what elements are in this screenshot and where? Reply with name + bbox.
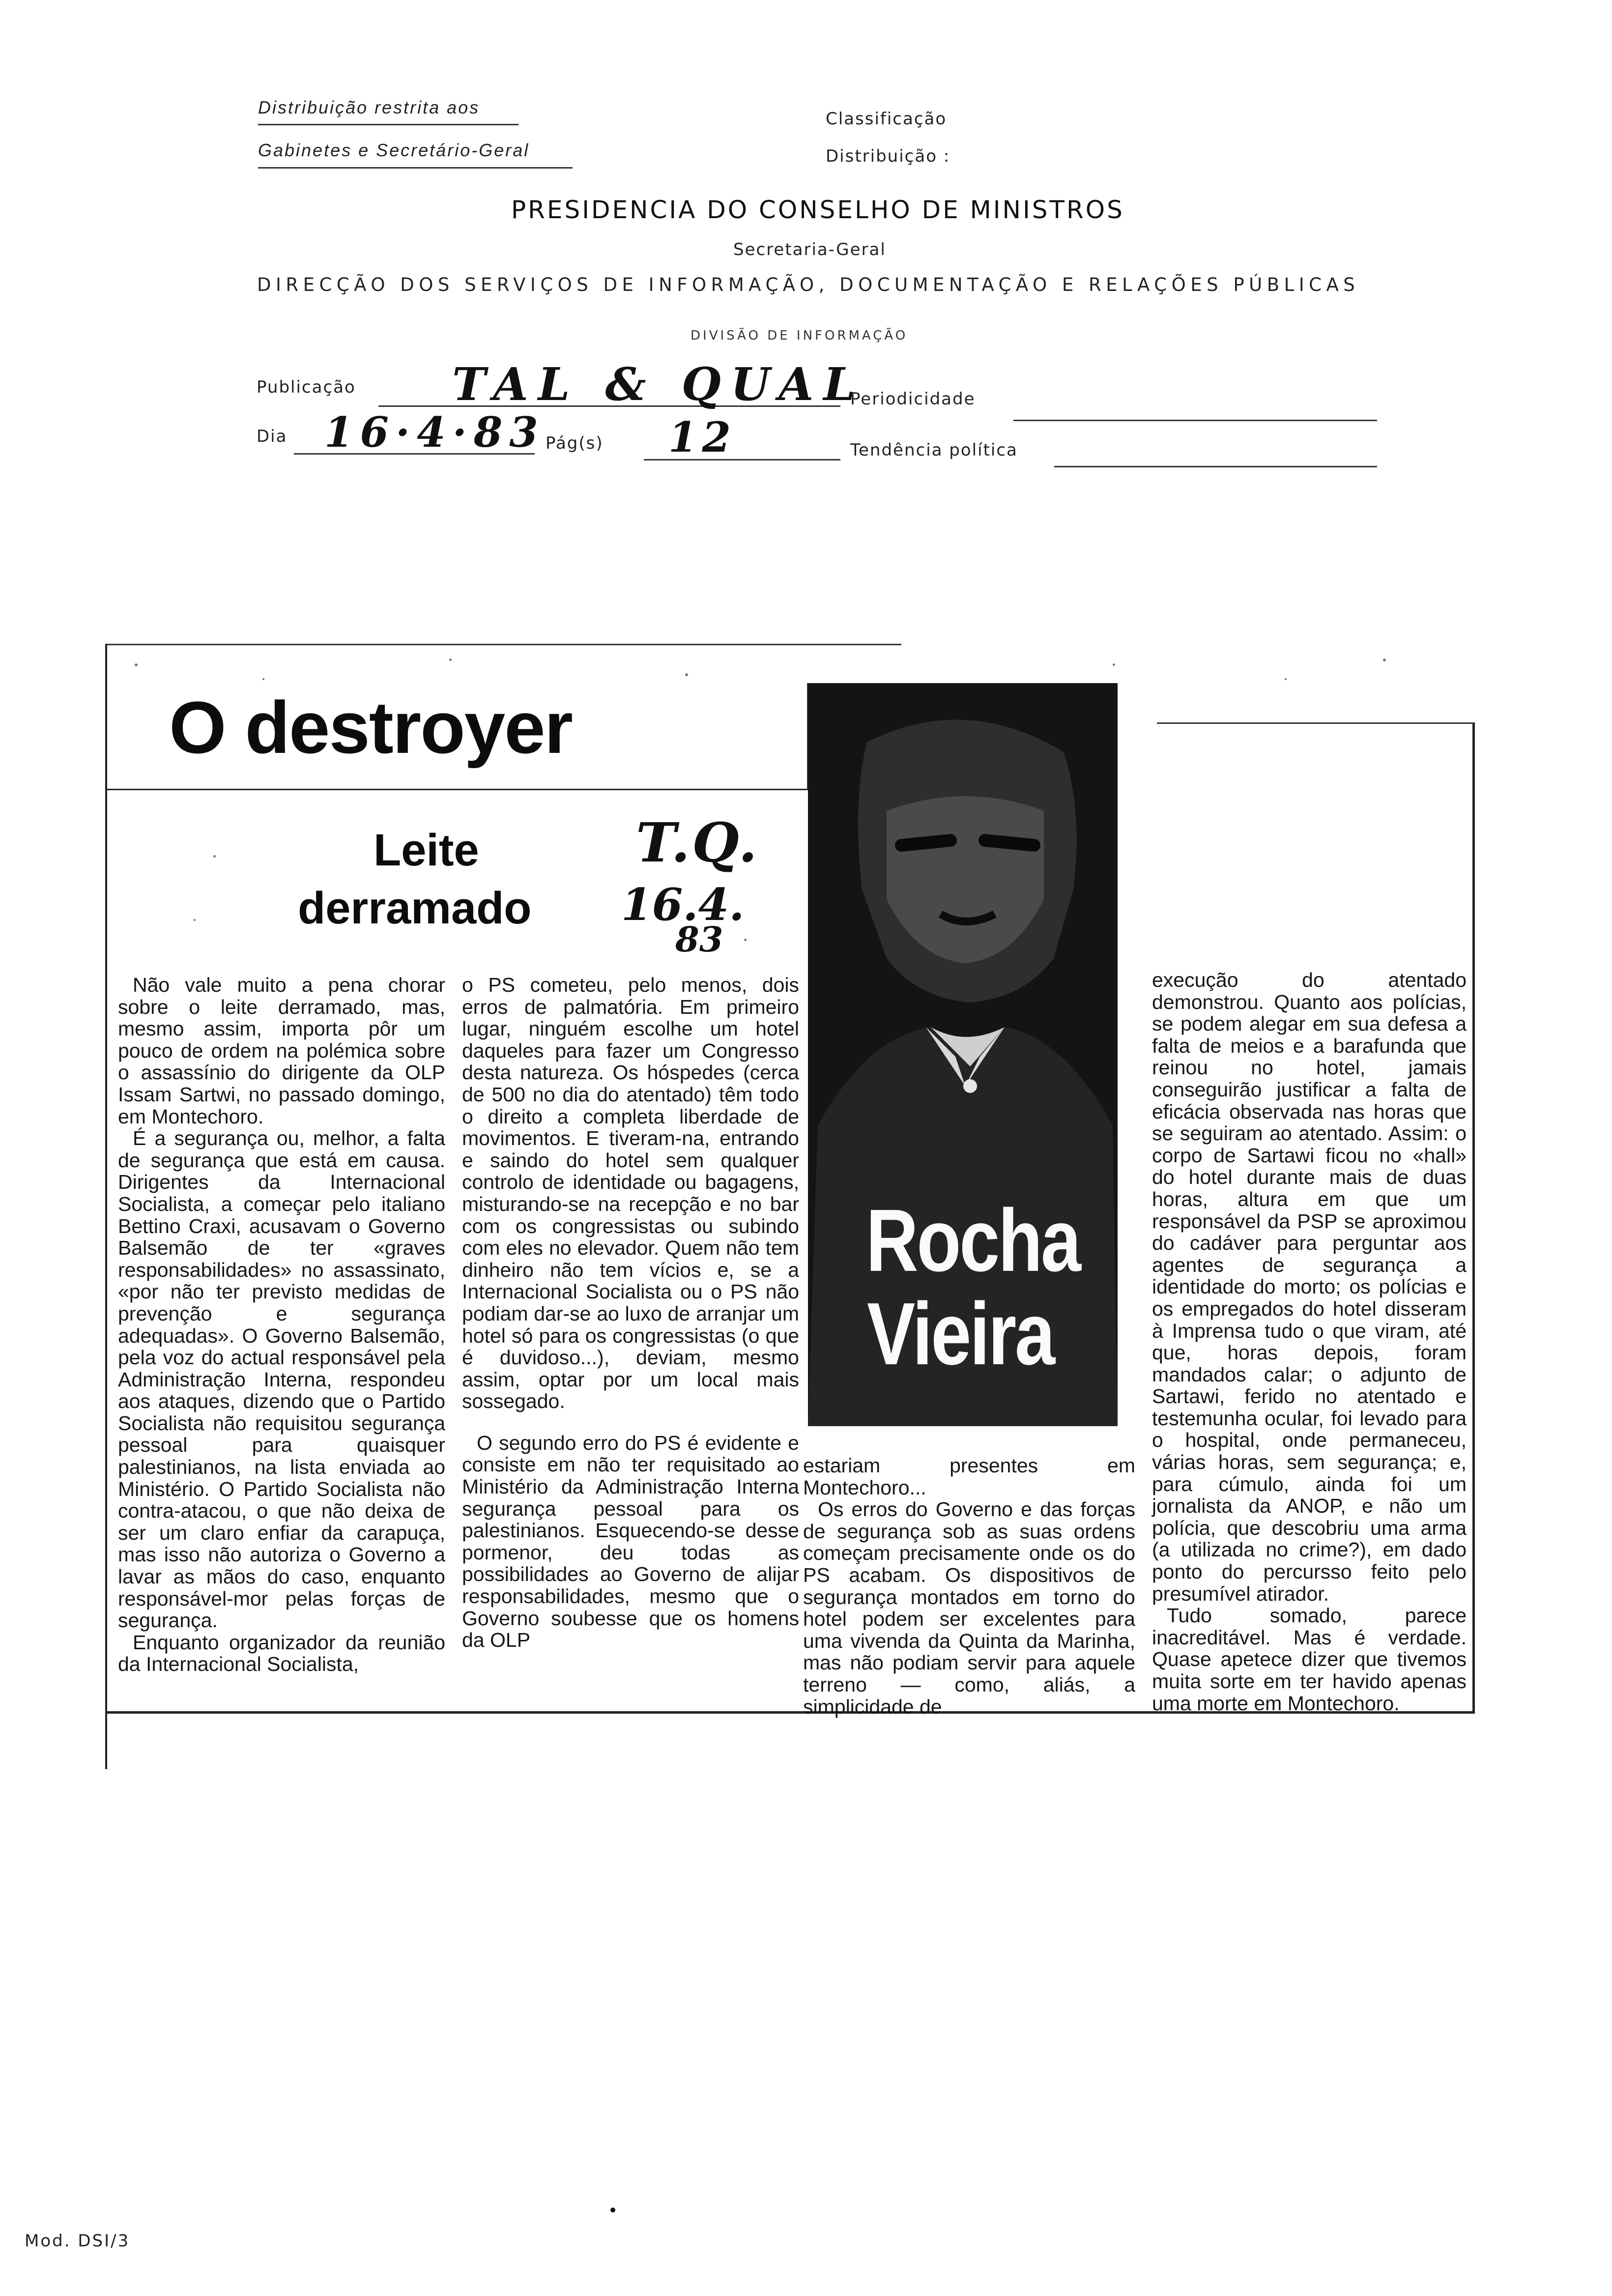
distribution-underline-2 xyxy=(258,167,573,169)
distribution-note-line1: Distribuição restrita aos xyxy=(258,97,480,117)
copy-speck xyxy=(449,659,452,661)
handwritten-year-annotation: 83 xyxy=(675,919,723,960)
secretaria-geral: Secretaria-Geral xyxy=(733,240,886,259)
portrait-photo xyxy=(808,683,1118,1426)
col1-paragraph-2: É a segurança ou, melhor, a falta de segurança que está em causa. Dirigentes da Internacional Socialista, a começar pelo italiano Bettino Craxi, acusavam o Governo Balsemão de ter «graves responsabilidades» no assassinato, «por não ter previsto medidas de prevenção e segurança adequadas». O Governo Balsemão, pela voz do actual responsável pela Administração Interna, respondeu aos ataques, dizendo que o Partido Socialista não requisitou segurança pessoal para quaisquer palestinianos, na lista enviada ao Ministério. O Partido Socialista não contra-atacou, o que não deixa de ser um claro enfiar da carapuça, mas isso não autoriza o Governo a lavar as mãos do caso, enquanto responsável-mor pelas forças de segurança. xyxy=(118,1127,445,1632)
handwritten-date-annotation: 16.4. xyxy=(621,879,745,931)
dia-value: 16·4·83 xyxy=(324,408,545,457)
pags-value: 12 xyxy=(668,413,736,461)
col1-paragraph-3: Enquanto organizador da reunião da Internacional Socialista, xyxy=(118,1631,445,1676)
newspaper-clipping xyxy=(105,644,1481,1769)
distribution-underline-1 xyxy=(258,124,518,125)
tendencia-label: Tendência política xyxy=(850,440,1018,460)
clipping-left-edge xyxy=(105,644,107,1769)
col2-paragraph-2: O segundo erro do PS é evidente e consiste em não ter requisitado ao Ministério da Administração Interna segurança pessoal para os palestinianos. Esquecendo-se desse pormenor, deu todas as possibilidades ao Governo de alijar responsabilidades, mesmo que o Governo soubesse que os homens da OLP xyxy=(462,1431,799,1652)
copy-speck xyxy=(194,919,196,921)
photo-caption-line1: Rocha xyxy=(866,1191,1080,1290)
periodicidade-label: Periodicidade xyxy=(850,389,976,409)
article-column-2 xyxy=(462,974,799,1651)
periodicidade-field-line xyxy=(1013,420,1377,421)
divisao-title: DIVISÃO DE INFORMAÇÃO xyxy=(691,328,908,343)
distribution-note-line2: Gabinetes e Secretário-Geral xyxy=(258,140,530,160)
article-column-1 xyxy=(118,974,445,1675)
publicacao-value: TAL & QUAL xyxy=(452,358,865,411)
distribuicao-label: Distribuição : xyxy=(826,146,950,166)
article-column-4 xyxy=(1152,969,1467,1714)
copy-speck xyxy=(1383,659,1386,661)
col2-paragraph-1: o PS cometeu, pelo menos, dois erros de palmatória. Em primeiro lugar, ninguém escolhe um hotel daqueles para fazer um Congresso desta natureza. Os hóspedes (cerca de 500 no dia do atentado) têm todo o direito a completa liberdade de movimentos. E tiveram-na, entrando e saindo do hotel sem qualquer controlo de identidade ou bagagens, misturando-se na recepção e no bar com os congressistas ou subindo com eles no elevador. Quem não tem dinheiro não tem vícios e, se a Internacional Socialista ou o PS não podiam dar-se ao luxo de arranjar um hotel só para os congressistas (o que é duvidoso...), deviam, mesmo assim, optar por um local mais sossegado. xyxy=(462,974,799,1413)
clipping-right-edge xyxy=(1472,722,1475,1714)
clipping-top-edge xyxy=(105,644,901,645)
direccao-title: DIRECÇÃO DOS SERVIÇOS DE INFORMAÇÃO, DOCUMENTAÇÃO E RELAÇÕES PÚBLICAS xyxy=(257,274,1360,295)
presidency-title: PRESIDENCIA DO CONSELHO DE MINISTROS xyxy=(511,196,1124,224)
copy-speck xyxy=(744,939,747,941)
copy-speck xyxy=(135,663,138,666)
headline-bottom-rule xyxy=(105,789,808,790)
stray-dot xyxy=(610,2208,615,2212)
publicacao-label: Publicação xyxy=(257,377,356,397)
copy-speck xyxy=(1285,678,1287,680)
copy-speck xyxy=(213,855,216,858)
copy-speck xyxy=(262,678,264,680)
copy-speck xyxy=(685,673,688,676)
subhead-line2: derramado xyxy=(298,883,532,933)
headline: O destroyer xyxy=(169,686,572,769)
col4-paragraph-2: Tudo somado, parece inacreditável. Mas é verdade. Quase apetece dizer que tivemos muita sorte em ter havido apenas uma morte em Montechoro. xyxy=(1152,1604,1467,1715)
col1-paragraph-1: Não vale muito a pena chorar sobre o leite derramado, mas, mesmo assim, importa pôr um pouco de ordem na polémica sobre o assassínio do dirigente da OLP Issam Sartwi, no passado domingo, em Montechoro. xyxy=(118,974,445,1128)
classificacao-label: Classificação xyxy=(826,109,947,129)
photo-caption-line2: Vieira xyxy=(867,1285,1054,1383)
subhead-line1: Leite xyxy=(374,825,479,875)
article-column-3 xyxy=(803,1455,1135,1718)
tendencia-field-line xyxy=(1054,466,1377,467)
pags-label: Pág(s) xyxy=(546,433,604,453)
col3-paragraph-1: estariam presentes em Montechoro... xyxy=(803,1454,1135,1499)
copy-speck xyxy=(1113,663,1115,666)
handwritten-source-annotation: T.Q. xyxy=(636,811,759,874)
dia-label: Dia xyxy=(257,427,288,446)
col4-paragraph-1: execução do atentado demonstrou. Quanto aos polícias, se podem alegar em sua defesa a falta de meios e a barafunda que reinou no hotel, jamais conseguirão justificar a falta de eficácia observada nas horas que se seguiram ao atentado. Assim: o corpo de Sartawi ficou no «hall» do hotel durante mais de duas horas, altura em que um responsável da PSP se aproximou do cadáver para perguntar aos agentes de segurança a identidade do morto; os polícias e os empregados do hotel disseram à Imprensa tudo o que viram, até que, horas depois, foram mandados calar; o adjunto de Sartawi, ferido no atentado e testemunha ocular, foi levado para o hospital, onde permaneceu, várias horas, sem segurança; e, para cúmulo, ainda foi um jornalista da ANOP, e não um polícia, que descobriu uma arma (a utilizada no crime?), em dado ponto do percursso feito pelo presumível atirador. xyxy=(1152,969,1467,1605)
form-code: Mod. DSI/3 xyxy=(25,2231,130,2251)
col3-paragraph-2: Os erros do Governo e das forças de segurança sob as suas ordens começam precisamente onde os do PS acabam. Os dispositivos de segurança montados em torno do hotel podem ser excelentes para uma vivenda da Quinta da Marinha, mas não podiam servir para aquele terreno — como, aliás, a simplicidade de xyxy=(803,1498,1135,1718)
column4-top-rule xyxy=(1157,722,1474,724)
